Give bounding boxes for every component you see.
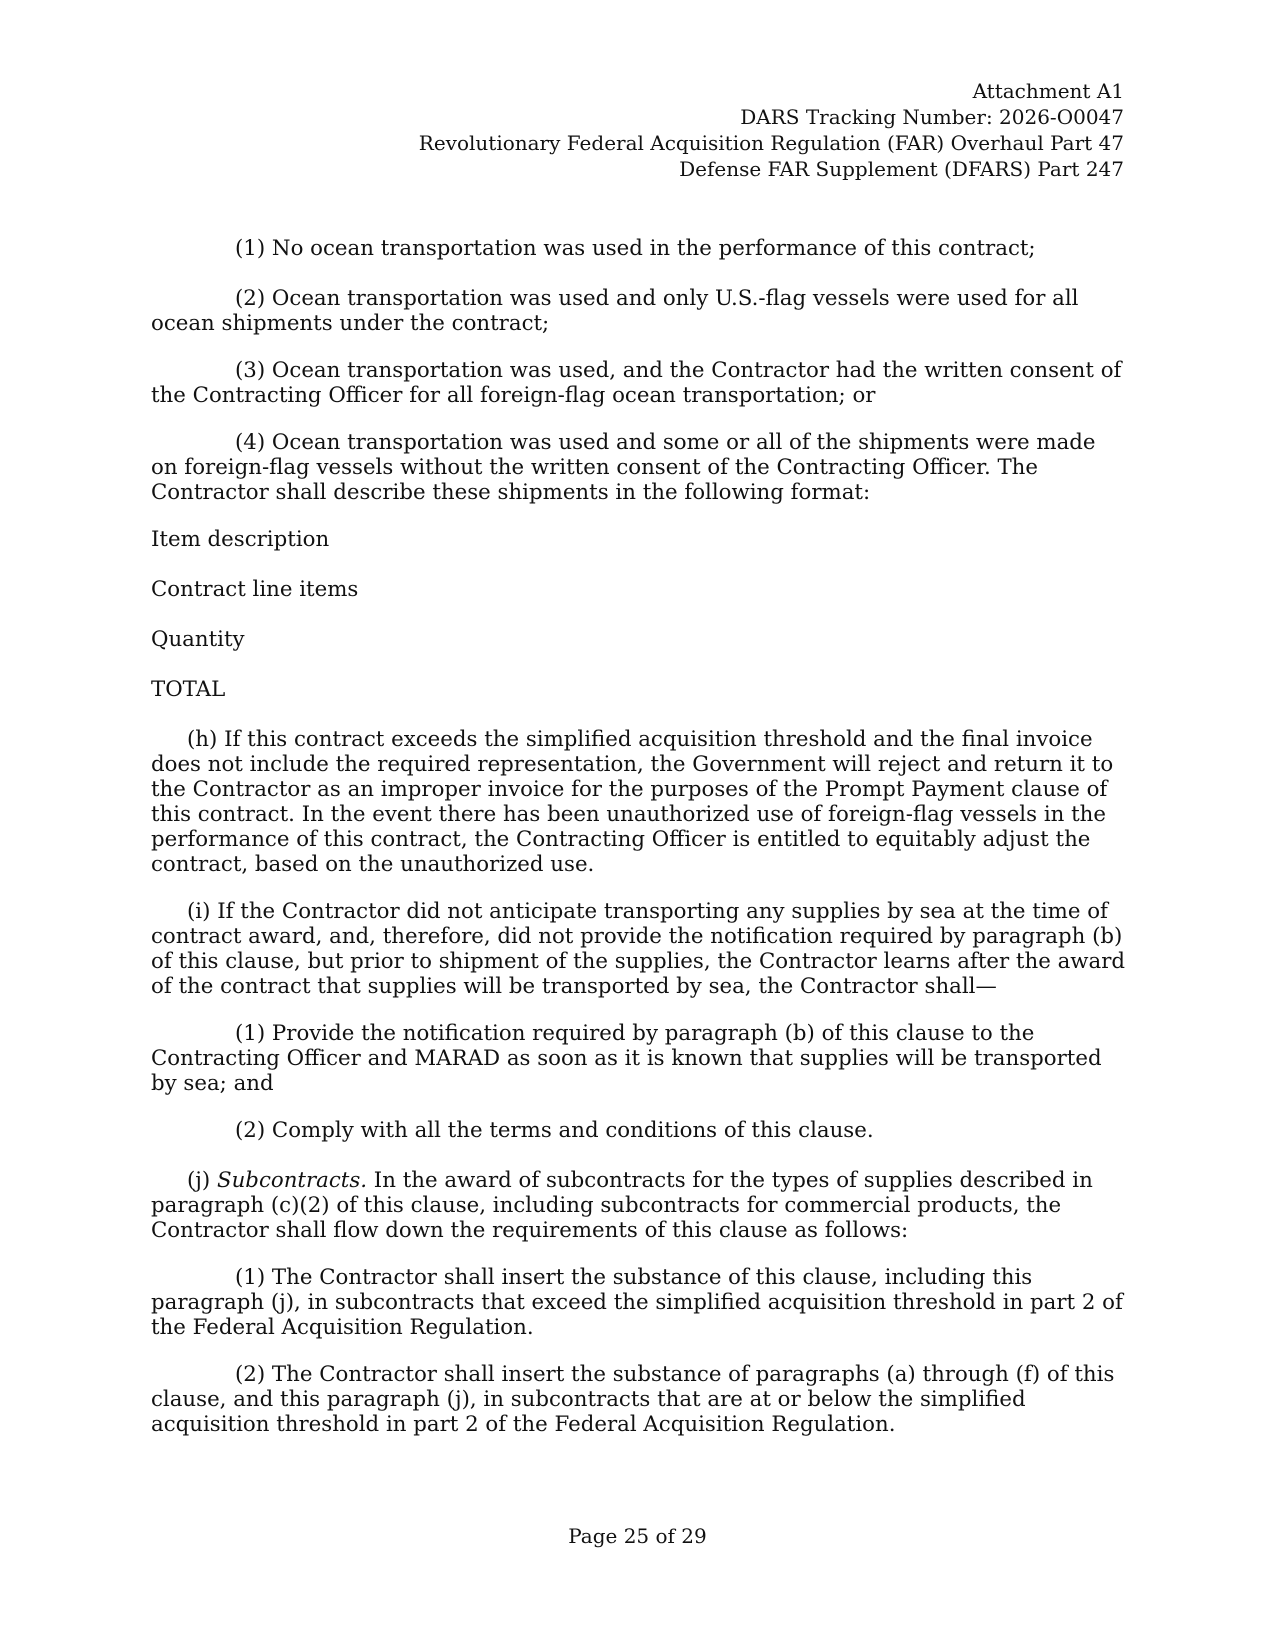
paragraph-j-text: In the award of subcontracts for the types of supplies described in paragraph (c)(2) of this clause, including subcontracts for commercial products, the Contractor shall flow down the requirements of this clause as follows: (151, 1168, 1093, 1243)
format-contract-line-items: Contract line items (151, 577, 359, 602)
paragraph-j-prefix: (j) (187, 1168, 217, 1193)
header-tracking-number: DARS Tracking Number: 2026-O0047 (740, 105, 1124, 129)
paragraph-i2: (2) Comply with all the terms and conditions of this clause. (235, 1118, 874, 1143)
paragraph-g2: (2) Ocean transportation was used and only U.S.-flag vessels were used for all ocean shipments under the contract; (151, 286, 1079, 336)
header-far-part: Revolutionary Federal Acquisition Regulation (FAR) Overhaul Part 47 (418, 131, 1124, 155)
header-attachment: Attachment A1 (972, 79, 1124, 103)
format-quantity: Quantity (151, 627, 245, 652)
paragraph-j2: (2) The Contractor shall insert the substance of paragraphs (a) through (f) of this clause, and this paragraph (j), in subcontracts that are at or below the simplified acquisition threshold in part 2 of the Federal Acquisition Regulation. (151, 1362, 1115, 1437)
paragraph-g4: (4) Ocean transportation was used and some or all of the shipments were made on foreign-flag vessels without the written consent of the Contracting Officer. The Contractor shall describe these shipments in the following format: (151, 430, 1096, 505)
header-dfars-part: Defense FAR Supplement (DFARS) Part 247 (679, 157, 1124, 181)
paragraph-i1: (1) Provide the notification required by paragraph (b) of this clause to the Contracting Officer and MARAD as soon as it is known that supplies will be transported by sea; and (151, 1021, 1102, 1096)
paragraph-j-title: Subcontracts. (217, 1168, 368, 1193)
page-number: Page 25 of 29 (568, 1524, 707, 1548)
format-item-description: Item description (151, 527, 330, 552)
paragraph-j1: (1) The Contractor shall insert the substance of this clause, including this paragraph (j), in subcontracts that exceed the simplified acquisition threshold in part 2 of the Federal Acquisition Regulation. (151, 1265, 1123, 1340)
paragraph-i: (i) If the Contractor did not anticipate transporting any supplies by sea at the time of contract award, and, therefore, did not provide the notification required by paragraph (b) of this clause, but prior to shipment of the supplies, the Contractor learns after the award of the contract that supplies will be transported by sea, the Contractor shall— (151, 899, 1126, 999)
paragraph-g1: (1) No ocean transportation was used in the performance of this contract; (235, 236, 1036, 261)
paragraph-j (151, 1168, 1126, 1243)
format-total: TOTAL (151, 677, 226, 702)
page-header (419, 78, 1124, 182)
paragraph-g3: (3) Ocean transportation was used, and the Contractor had the written consent of the Contracting Officer for all foreign-flag ocean transportation; or (151, 358, 1122, 408)
document-body (151, 236, 1126, 1459)
paragraph-h: (h) If this contract exceeds the simplified acquisition threshold and the final invoice does not include the required representation, the Government will reject and return it to the Contractor as an improper invoice for the purposes of the Prompt Payment clause of this contract. In the event there has been unauthorized use of foreign-flag vessels in the performance of this contract, the Contracting Officer is entitled to equitably adjust the contract, based on the unauthorized use. (151, 727, 1114, 877)
